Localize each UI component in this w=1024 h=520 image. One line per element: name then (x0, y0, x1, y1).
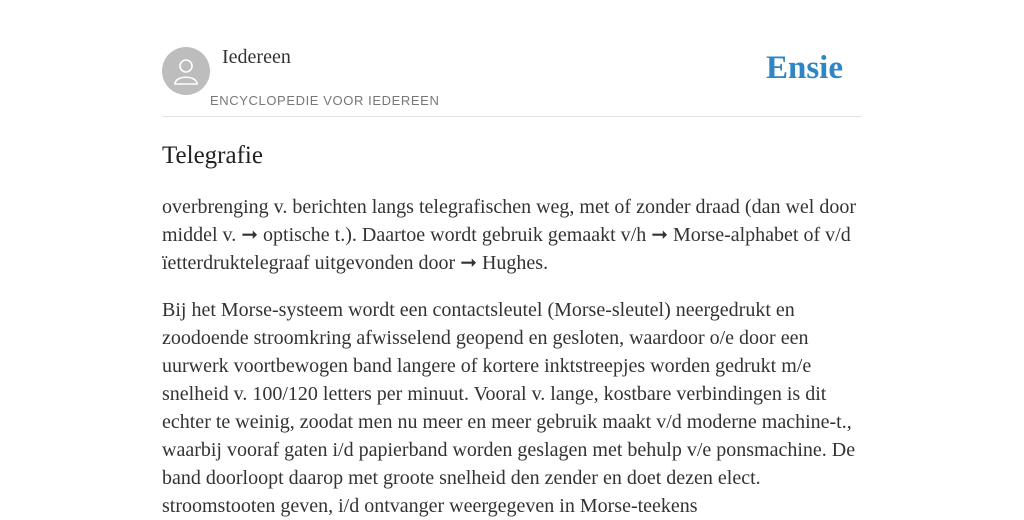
site-tagline: ENCYCLOPEDIE VOOR IEDEREEN (210, 93, 440, 108)
author-name[interactable]: Iedereen (222, 46, 291, 68)
page (162, 0, 862, 520)
avatar[interactable] (162, 47, 210, 95)
article-title: Telegrafie (162, 142, 263, 169)
user-silhouette-icon (171, 56, 201, 86)
article-paragraph-1: overbrenging v. berichten langs telegrafischen weg, met of zonder draad (dan wel door middel v. ➞ optische t.). Daartoe wordt gebruik gemaakt v/h ➞ Morse-alphabet of v/d ïetterdruktelegraaf uitgevonden door ➞ Hughes. (162, 196, 856, 274)
article-paragraph-2: Bij het Morse-systeem wordt een contactsleutel (Morse-sleutel) neergedrukt en zoodoende stroomkring afwisselend geopend en gesloten, waardoor o/e door een uurwerk voortbewogen band langere of kortere inktstreepjes worden gedrukt m/e snelheid v. 100/120 letters per minuut. Vooral v. lange, kostbare verbindingen is dit echter te weinig, zoodat men nu meer en meer gebruik maakt v/d moderne machine-t., waarbij vooraf gaten i/d papierband worden geslagen met behulp v/e ponsmachine. De band doorloopt daarop met groote snelheid den zender en doet dezen elect. stroomstooten geven, i/d ontvanger weergegeven in Morse-teekens (162, 299, 856, 517)
header (162, 0, 862, 117)
site-logo[interactable]: Ensie (765, 50, 843, 86)
